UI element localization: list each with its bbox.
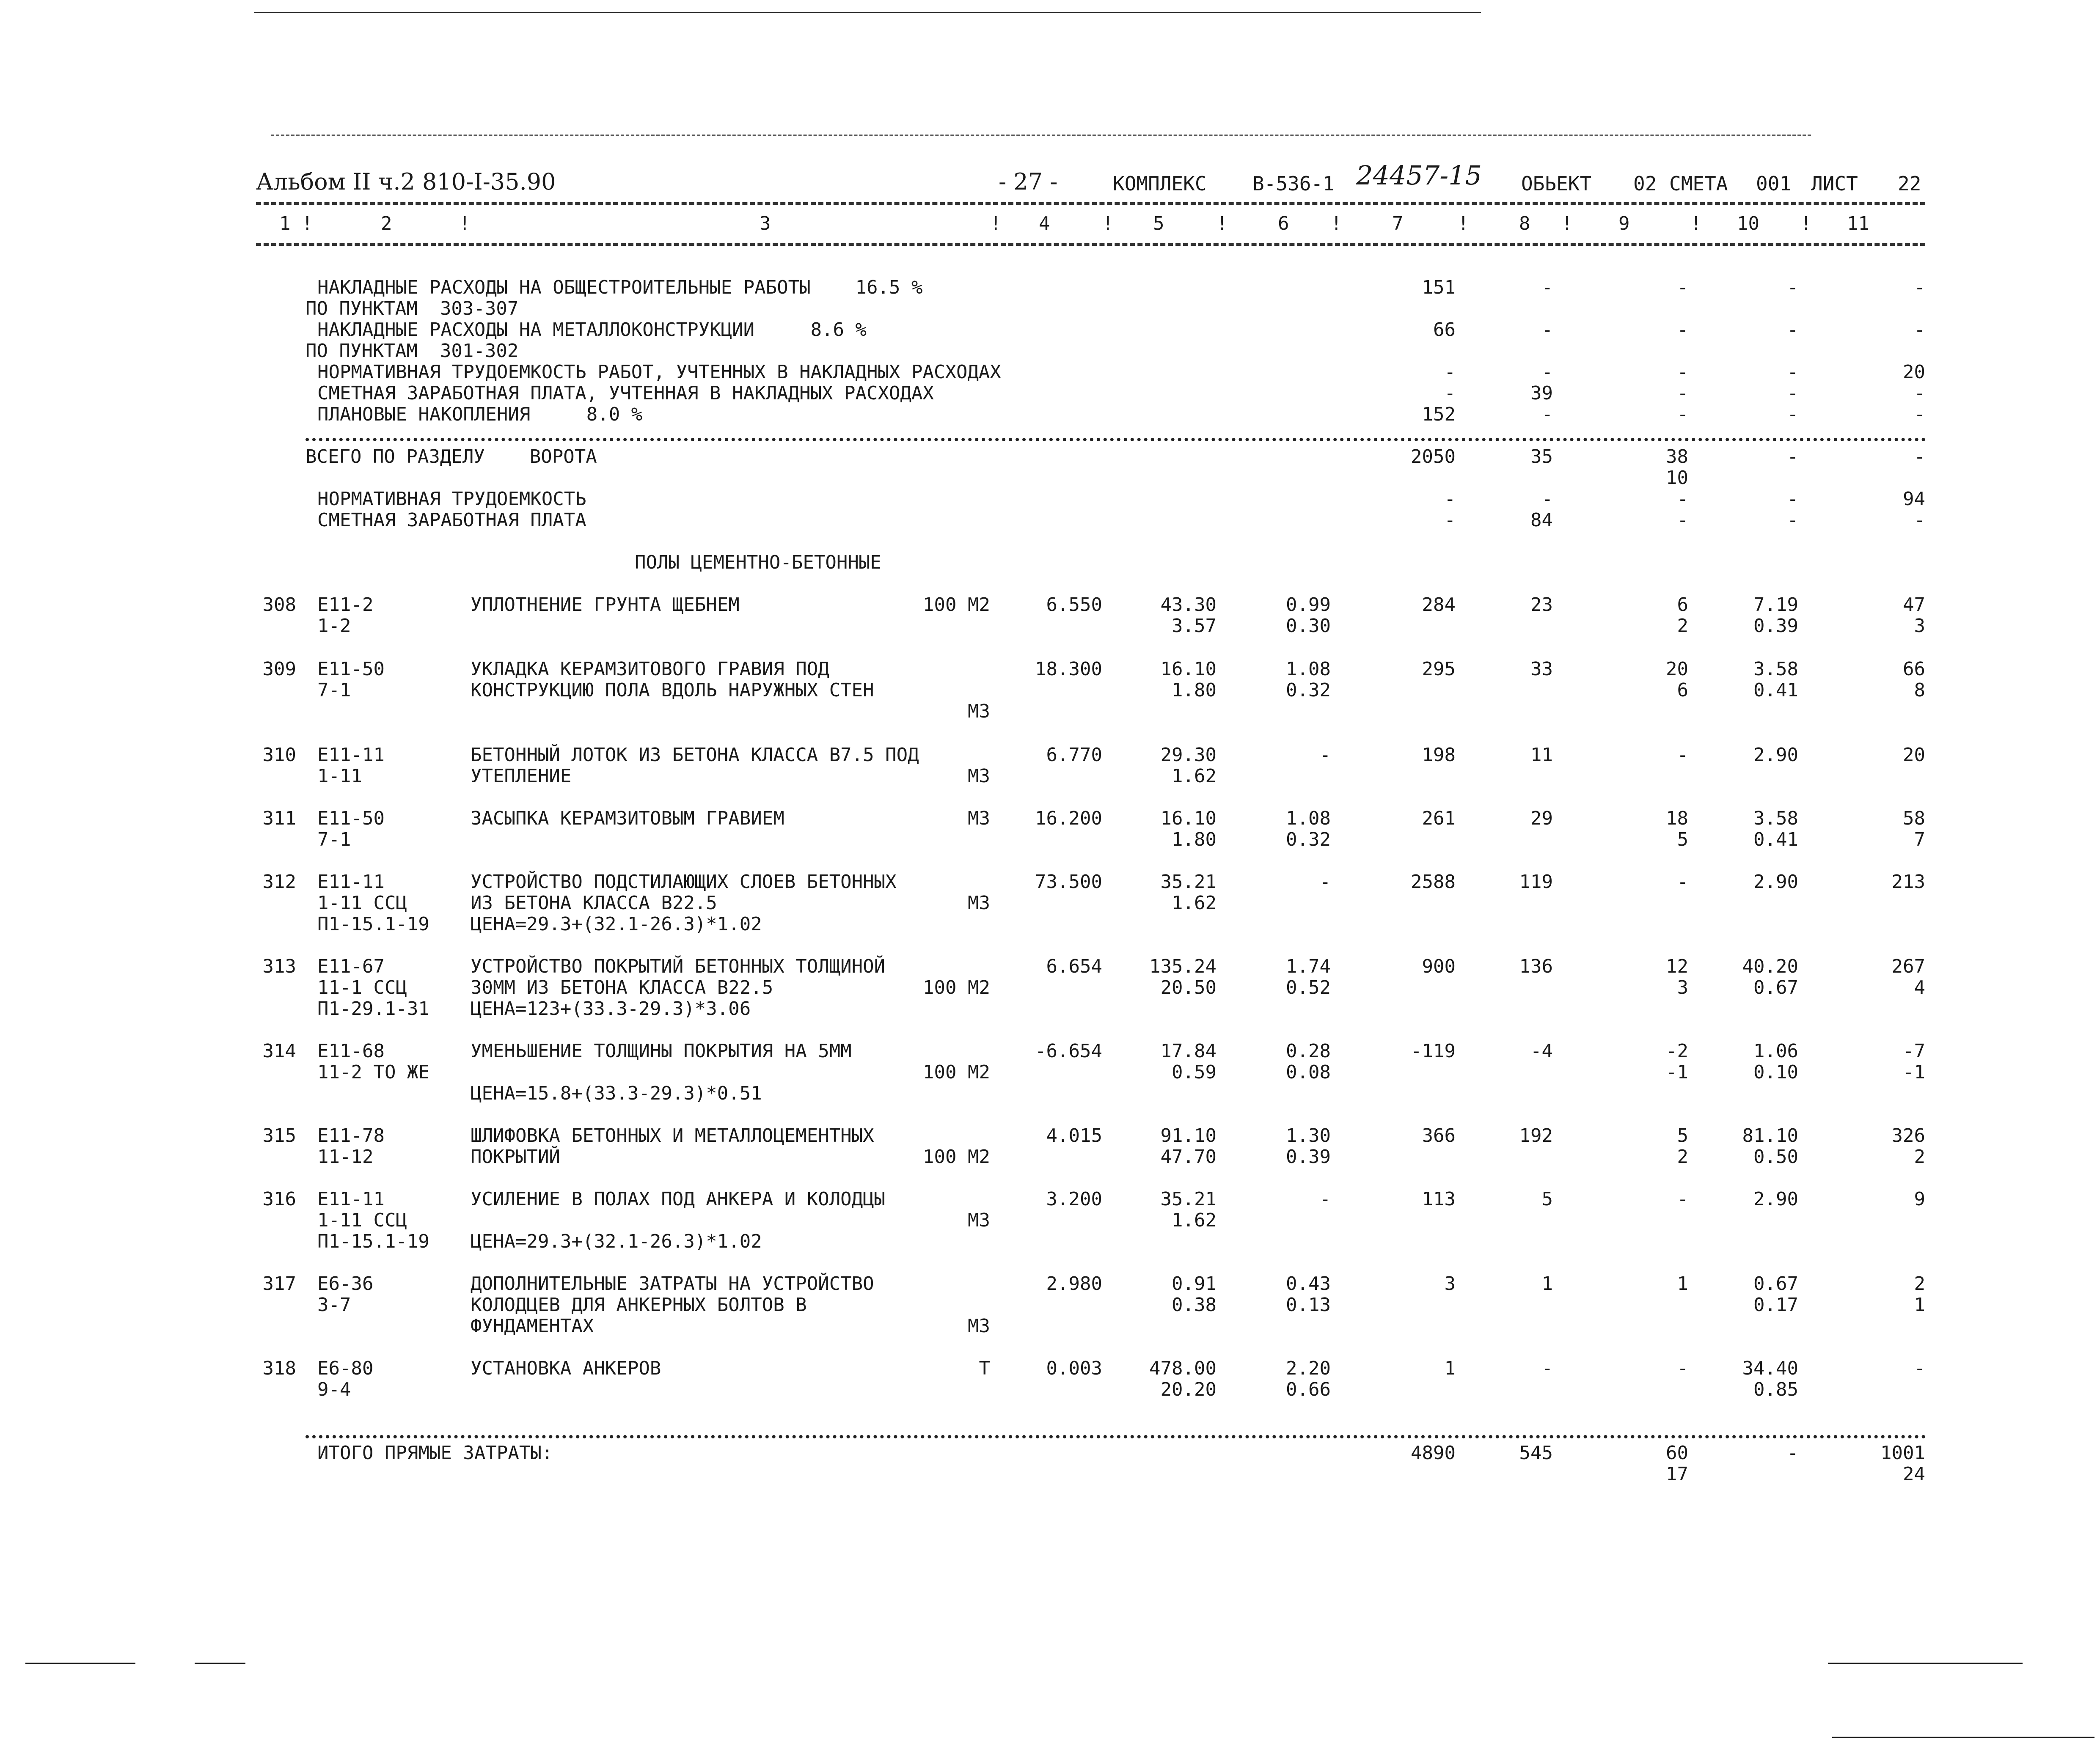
item-description: УСИЛЕНИЕ В ПОЛАХ ПОД АНКЕРА И КОЛОДЦЫ: [471, 1188, 886, 1210]
item-code: 7-1: [317, 679, 351, 701]
cell-c7: -: [1444, 361, 1456, 383]
album-label: Альбом II ч.2 810-I-35.90: [256, 168, 556, 195]
item-unit: 100 М2: [923, 1061, 990, 1083]
item-unit-cost: 35.21: [1160, 1188, 1217, 1210]
cell-c7: 152: [1422, 404, 1456, 425]
item-machine-total: -: [1677, 871, 1688, 893]
item-labor-total: 58: [1903, 808, 1925, 829]
item-unit-cost: 1.80: [1172, 679, 1217, 701]
cell-c9: -: [1677, 277, 1688, 298]
item-description: ЦЕНА=123+(33.3-29.3)*3.06: [471, 998, 751, 1020]
item-machine-total: 6: [1677, 594, 1688, 616]
cell-c7: 66: [1433, 319, 1456, 341]
item-machine-cost: 0.13: [1286, 1294, 1331, 1316]
item-description: ЦЕНА=15.8+(33.3-29.3)*0.51: [471, 1083, 762, 1104]
item-total-cost: 900: [1422, 956, 1456, 977]
cell-c7: 151: [1422, 277, 1456, 298]
item-unit-cost: 47.70: [1160, 1146, 1217, 1168]
item-quantity: 6.770: [1046, 744, 1102, 766]
item-unit-cost: 16.10: [1160, 808, 1217, 829]
overhead-text: НОРМАТИВНАЯ ТРУДОЕМКОСТЬ РАБОТ, УЧТЕННЫХ В НАКЛАДНЫХ РАСХОДАХ: [317, 361, 1001, 383]
item-unit: М3: [968, 892, 990, 914]
item-unit-cost: 1.62: [1172, 892, 1217, 914]
item-machine-total: 3: [1677, 977, 1688, 998]
item-machine-cost: 0.99: [1286, 594, 1331, 616]
item-quantity: 18.300: [1035, 658, 1102, 680]
cell-c9: -: [1677, 382, 1688, 404]
col-num-6: 6: [1278, 213, 1289, 234]
item-total-cost: 295: [1422, 658, 1456, 680]
item-machine-total: 1: [1677, 1273, 1688, 1295]
item-unit-cost: 0.59: [1172, 1061, 1217, 1083]
item-labor-unit: 3.58: [1753, 658, 1798, 680]
cell-c8: -: [1541, 404, 1553, 425]
complex-label: КОМПЛЕКС: [1113, 172, 1207, 195]
item-code: Е11-2: [317, 594, 374, 616]
item-labor-unit: 81.10: [1742, 1125, 1798, 1146]
cell-c9: -: [1677, 488, 1688, 510]
item-unit-cost: 20.20: [1160, 1379, 1217, 1400]
cell-c8: 39: [1530, 382, 1553, 404]
item-description: КОЛОДЦЕВ ДЛЯ АНКЕРНЫХ БОЛТОВ В: [471, 1294, 807, 1316]
item-machine-cost: -: [1319, 1188, 1331, 1210]
item-labor-unit: 34.40: [1742, 1358, 1798, 1379]
item-description: ЦЕНА=29.3+(32.1-26.3)*1.02: [471, 1231, 762, 1252]
item-machine-total: -: [1677, 744, 1688, 766]
item-labor-total: 66: [1903, 658, 1925, 680]
item-machine-total: 6: [1677, 679, 1688, 701]
scan-bottom-rule-corner: [1832, 1737, 2094, 1738]
item-machine-cost: 1.30: [1286, 1125, 1331, 1146]
item-wage: 119: [1519, 871, 1553, 893]
item-wage: 11: [1530, 744, 1553, 766]
cell-c9: -: [1677, 361, 1688, 383]
item-quantity: -6.654: [1035, 1040, 1102, 1062]
item-unit-cost: 478.00: [1149, 1358, 1217, 1379]
item-machine-cost: 0.32: [1286, 679, 1331, 701]
item-machine-total: 5: [1677, 829, 1688, 850]
sheet-value: 22: [1898, 172, 1921, 195]
item-description: БЕТОННЫЙ ЛОТОК ИЗ БЕТОНА КЛАССА В7.5 ПОД: [471, 744, 919, 766]
cell-c8: -: [1541, 277, 1553, 298]
cell-c8: 545: [1519, 1442, 1553, 1464]
item-total-cost: 113: [1422, 1188, 1456, 1210]
item-code: П1-15.1-19: [317, 913, 429, 935]
item-description: ИЗ БЕТОНА КЛАССА В22.5: [471, 892, 717, 914]
col-num-1: 1 !: [279, 213, 313, 234]
item-total-cost: -119: [1411, 1040, 1456, 1062]
item-number: 311: [262, 808, 296, 829]
col-num-10: 10: [1737, 213, 1759, 234]
item-wage: 136: [1519, 956, 1553, 977]
col-num-11: 11: [1847, 213, 1869, 234]
item-description: ФУНДАМЕНТАХ: [471, 1315, 594, 1337]
item-labor-unit: 0.17: [1753, 1294, 1798, 1316]
col-sep: !: [1331, 213, 1342, 234]
cell-c10: -: [1787, 404, 1798, 425]
item-number: 308: [262, 594, 296, 616]
item-labor-unit: 3.58: [1753, 808, 1798, 829]
item-machine-cost: 0.66: [1286, 1379, 1331, 1400]
item-labor-total: 9: [1914, 1188, 1925, 1210]
col-num-8: 8: [1519, 213, 1530, 234]
overhead-text: ПО ПУНКТАМ 301-302: [306, 340, 519, 362]
item-quantity: 4.015: [1046, 1125, 1102, 1146]
item-code: 1-11 ССЦ: [317, 892, 407, 914]
overhead-text: ПЛАНОВЫЕ НАКОПЛЕНИЯ 8.0 %: [317, 404, 643, 425]
item-wage: 5: [1541, 1188, 1553, 1210]
item-wage: 23: [1530, 594, 1553, 616]
item-description: УСТАНОВКА АНКЕРОВ: [471, 1358, 661, 1379]
item-number: 314: [262, 1040, 296, 1062]
item-labor-total: 20: [1903, 744, 1925, 766]
item-description: ЗАСЫПКА КЕРАМЗИТОВЫМ ГРАВИЕМ: [471, 808, 784, 829]
item-description: УТЕПЛЕНИЕ: [471, 765, 572, 787]
item-description: ДОПОЛНИТЕЛЬНЫЕ ЗАТРАТЫ НА УСТРОЙСТВО: [471, 1273, 874, 1295]
col-sep: !: [1561, 213, 1573, 234]
item-unit: М3: [968, 808, 990, 829]
item-quantity: 2.980: [1046, 1273, 1102, 1295]
item-labor-total: -1: [1903, 1061, 1925, 1083]
wage-label: СМЕТНАЯ ЗАРАБОТНАЯ ПЛАТА: [317, 509, 586, 531]
item-machine-total: 2: [1677, 615, 1688, 637]
col-sep: !: [1690, 213, 1702, 234]
item-total-cost: 284: [1422, 594, 1456, 616]
item-description: УПЛОТНЕНИЕ ГРУНТА ЩЕБНЕМ: [471, 594, 740, 616]
cell-c10: -: [1787, 1442, 1798, 1464]
cell-c10: -: [1787, 382, 1798, 404]
item-labor-total: 3: [1914, 615, 1925, 637]
item-labor-unit: 2.90: [1753, 871, 1798, 893]
item-code: 1-2: [317, 615, 351, 637]
cell-c9: 60: [1666, 1442, 1688, 1464]
cell-c11: -: [1914, 446, 1925, 467]
item-code: 7-1: [317, 829, 351, 850]
item-labor-unit: 0.50: [1753, 1146, 1798, 1168]
cell-c8: 35: [1530, 446, 1553, 467]
item-number: 316: [262, 1188, 296, 1210]
cell-c8: 84: [1530, 509, 1553, 531]
item-description: КОНСТРУКЦИЮ ПОЛА ВДОЛЬ НАРУЖНЫХ СТЕН: [471, 679, 874, 701]
item-code: Е11-11: [317, 1188, 385, 1210]
item-total-cost: 198: [1422, 744, 1456, 766]
item-description: ПОКРЫТИЙ: [471, 1146, 560, 1168]
item-code: Е11-50: [317, 808, 385, 829]
item-quantity: 0.003: [1046, 1358, 1102, 1379]
item-machine-total: 20: [1666, 658, 1688, 680]
item-labor-total: 2: [1914, 1273, 1925, 1295]
item-quantity: 6.654: [1046, 956, 1102, 977]
item-total-cost: 3: [1444, 1273, 1456, 1295]
item-machine-cost: 0.43: [1286, 1273, 1331, 1295]
item-wage: 29: [1530, 808, 1553, 829]
item-labor-total: 1: [1914, 1294, 1925, 1316]
header-rule: [256, 202, 1925, 205]
item-unit: 100 М2: [923, 594, 990, 616]
item-machine-cost: -: [1319, 871, 1331, 893]
scan-dash-top: [271, 135, 1811, 136]
grand-total-label: ИТОГО ПРЯМЫЕ ЗАТРАТЫ:: [317, 1442, 553, 1464]
item-description: ЦЕНА=29.3+(32.1-26.3)*1.02: [471, 913, 762, 935]
item-unit: Т: [979, 1358, 990, 1379]
item-unit: 100 М2: [923, 977, 990, 998]
item-labor-unit: 0.10: [1753, 1061, 1798, 1083]
item-unit-cost: 3.57: [1172, 615, 1217, 637]
cell-c11: -: [1914, 509, 1925, 531]
item-quantity: 73.500: [1035, 871, 1102, 893]
item-labor-unit: 40.20: [1742, 956, 1798, 977]
cell-c11: -: [1914, 277, 1925, 298]
item-labor-total: -: [1914, 1358, 1925, 1379]
smeta-label: СМЕТА: [1669, 172, 1728, 195]
item-total-cost: 2588: [1411, 871, 1456, 893]
item-number: 318: [262, 1358, 296, 1379]
item-code: П1-29.1-31: [317, 998, 429, 1020]
item-machine-cost: 0.52: [1286, 977, 1331, 998]
col-num-7: 7: [1392, 213, 1404, 234]
overhead-text: ПО ПУНКТАМ 303-307: [306, 298, 519, 319]
labor-label: НОРМАТИВНАЯ ТРУДОЕМКОСТЬ: [317, 488, 586, 510]
item-labor-unit: 0.67: [1753, 1273, 1798, 1295]
item-machine-total: 18: [1666, 808, 1688, 829]
cell-c9: -: [1677, 404, 1688, 425]
cell-c8: -: [1541, 319, 1553, 341]
col-sep: !: [459, 213, 471, 234]
cell-c10: -: [1787, 446, 1798, 467]
item-description: УМЕНЬШЕНИЕ ТОЛЩИНЫ ПОКРЫТИЯ НА 5ММ: [471, 1040, 852, 1062]
col-num-9: 9: [1618, 213, 1630, 234]
item-unit-cost: 17.84: [1160, 1040, 1217, 1062]
col-sep: !: [1102, 213, 1114, 234]
grand-total-rule: [306, 1435, 1926, 1438]
col-sep: !: [1217, 213, 1228, 234]
cell-c10: -: [1787, 361, 1798, 383]
item-wage: 192: [1519, 1125, 1553, 1146]
item-machine-cost: -: [1319, 744, 1331, 766]
item-number: 312: [262, 871, 296, 893]
scan-bottom-rule-mid: [195, 1663, 245, 1664]
item-code: Е11-67: [317, 956, 385, 977]
section-total-label: ВСЕГО ПО РАЗДЕЛУ ВОРОТА: [306, 446, 597, 467]
item-wage: -4: [1530, 1040, 1553, 1062]
item-unit-cost: 1.62: [1172, 765, 1217, 787]
item-number: 315: [262, 1125, 296, 1146]
item-unit-cost: 135.24: [1149, 956, 1217, 977]
item-number: 309: [262, 658, 296, 680]
item-quantity: 6.550: [1046, 594, 1102, 616]
item-labor-total: 47: [1903, 594, 1925, 616]
item-labor-unit: 0.85: [1753, 1379, 1798, 1400]
scan-top-rule: [254, 12, 1481, 13]
item-wage: 1: [1541, 1273, 1553, 1295]
item-total-cost: 1: [1444, 1358, 1456, 1379]
cell-c10: -: [1787, 277, 1798, 298]
overhead-text: СМЕТНАЯ ЗАРАБОТНАЯ ПЛАТА, УЧТЕННАЯ В НАКЛАДНЫХ РАСХОДАХ: [317, 382, 934, 404]
cell-c11: 94: [1903, 488, 1925, 510]
item-code: 1-11: [317, 765, 362, 787]
item-code: П1-15.1-19: [317, 1231, 429, 1252]
item-labor-total: 213: [1891, 871, 1925, 893]
item-labor-unit: 2.90: [1753, 1188, 1798, 1210]
item-unit-cost: 1.62: [1172, 1210, 1217, 1231]
item-code: Е11-11: [317, 744, 385, 766]
item-labor-total: 7: [1914, 829, 1925, 850]
overhead-text: НАКЛАДНЫЕ РАСХОДЫ НА ОБЩЕСТРОИТЕЛЬНЫЕ РАБОТЫ 16.5 %: [317, 277, 923, 298]
item-unit-cost: 1.80: [1172, 829, 1217, 850]
item-code: Е11-68: [317, 1040, 385, 1062]
sheet-label: ЛИСТ: [1811, 172, 1858, 195]
col-num-5: 5: [1153, 213, 1164, 234]
item-machine-cost: 0.08: [1286, 1061, 1331, 1083]
item-wage: -: [1541, 1358, 1553, 1379]
item-unit: 100 М2: [923, 1146, 990, 1168]
item-unit: М3: [968, 701, 990, 722]
col-sep: !: [1800, 213, 1812, 234]
cell-c11: 1001: [1880, 1442, 1925, 1464]
item-labor-unit: 0.39: [1753, 615, 1798, 637]
cell-c7: -: [1444, 509, 1456, 531]
cell-c9: -: [1677, 319, 1688, 341]
item-machine-cost: 1.08: [1286, 808, 1331, 829]
item-unit: М3: [968, 765, 990, 787]
handwritten-number: 24457-15: [1356, 160, 1482, 191]
item-code: 11-2 ТО ЖЕ: [317, 1061, 429, 1083]
item-unit: М3: [968, 1315, 990, 1337]
item-code: 1-11 ССЦ: [317, 1210, 407, 1231]
item-labor-unit: 0.41: [1753, 679, 1798, 701]
cell-c8: -: [1541, 361, 1553, 383]
item-description: УКЛАДКА КЕРАМЗИТОВОГО ГРАВИЯ ПОД: [471, 658, 829, 680]
item-unit-cost: 0.38: [1172, 1294, 1217, 1316]
item-machine-cost: 0.30: [1286, 615, 1331, 637]
item-machine-total: -2: [1666, 1040, 1688, 1062]
section-total-rule: [306, 438, 1926, 441]
item-quantity: 16.200: [1035, 808, 1102, 829]
cell-c11: -: [1914, 404, 1925, 425]
object-label: ОБЬЕКТ: [1521, 172, 1592, 195]
item-total-cost: 366: [1422, 1125, 1456, 1146]
overhead-text: НАКЛАДНЫЕ РАСХОДЫ НА МЕТАЛЛОКОНСТРУКЦИИ 8.6 %: [317, 319, 867, 341]
item-labor-unit: 2.90: [1753, 744, 1798, 766]
item-unit-cost: 43.30: [1160, 594, 1217, 616]
item-machine-total: -1: [1666, 1061, 1688, 1083]
item-unit-cost: 16.10: [1160, 658, 1217, 680]
item-number: 310: [262, 744, 296, 766]
cell-c7: 4890: [1411, 1442, 1456, 1464]
item-machine-cost: 1.08: [1286, 658, 1331, 680]
col-sep: !: [990, 213, 1002, 234]
cell-c10: -: [1787, 319, 1798, 341]
cell-c11: 20: [1903, 361, 1925, 383]
item-machine-cost: 2.20: [1286, 1358, 1331, 1379]
item-machine-cost: 1.74: [1286, 956, 1331, 977]
page-number: - 27 -: [999, 168, 1058, 195]
item-machine-cost: 0.39: [1286, 1146, 1331, 1168]
item-number: 313: [262, 956, 296, 977]
cell-c8: -: [1541, 488, 1553, 510]
item-wage: 33: [1530, 658, 1553, 680]
item-code: Е11-50: [317, 658, 385, 680]
smeta-value: 001: [1756, 172, 1792, 195]
item-description: 30ММ ИЗ БЕТОНА КЛАССА В22.5: [471, 977, 773, 998]
item-unit-cost: 91.10: [1160, 1125, 1217, 1146]
col-num-3: 3: [760, 213, 771, 234]
item-code: 11-12: [317, 1146, 374, 1168]
item-code: Е11-11: [317, 871, 385, 893]
cell-c10: -: [1787, 488, 1798, 510]
item-code: 9-4: [317, 1379, 351, 1400]
item-unit-cost: 35.21: [1160, 871, 1217, 893]
item-machine-total: 12: [1666, 956, 1688, 977]
cell-c7: 2050: [1411, 446, 1456, 467]
item-unit: М3: [968, 1210, 990, 1231]
scan-bottom-rule-right: [1828, 1663, 2023, 1664]
item-machine-total: 5: [1677, 1125, 1688, 1146]
item-labor-unit: 1.06: [1753, 1040, 1798, 1062]
item-labor-total: 326: [1891, 1125, 1925, 1146]
complex-code: В-536-1: [1252, 172, 1335, 195]
cell-c9: 38: [1666, 446, 1688, 467]
columns-rule: [256, 243, 1925, 246]
cell-c11: -: [1914, 319, 1925, 341]
cell-c7: -: [1444, 382, 1456, 404]
item-code: 3-7: [317, 1294, 351, 1316]
cell-c11: 24: [1903, 1463, 1925, 1485]
item-code: Е6-80: [317, 1358, 374, 1379]
col-num-2: 2: [381, 213, 392, 234]
item-labor-total: 4: [1914, 977, 1925, 998]
item-unit-cost: 0.91: [1172, 1273, 1217, 1295]
cell-c11: -: [1914, 382, 1925, 404]
col-num-4: 4: [1039, 213, 1050, 234]
cell-c7: -: [1444, 488, 1456, 510]
item-labor-unit: 0.41: [1753, 829, 1798, 850]
cell-c9: -: [1677, 509, 1688, 531]
cell-c10: -: [1787, 509, 1798, 531]
item-quantity: 3.200: [1046, 1188, 1102, 1210]
col-sep: !: [1458, 213, 1469, 234]
item-labor-unit: 7.19: [1753, 594, 1798, 616]
scan-bottom-rule-left: [25, 1663, 135, 1664]
item-machine-total: 2: [1677, 1146, 1688, 1168]
item-unit-cost: 29.30: [1160, 744, 1217, 766]
item-labor-total: 267: [1891, 956, 1925, 977]
item-labor-total: 8: [1914, 679, 1925, 701]
cell-c9: 17: [1666, 1463, 1688, 1485]
item-description: УСТРОЙСТВО ПОДСТИЛАЮЩИХ СЛОЕВ БЕТОННЫХ: [471, 871, 897, 893]
item-labor-unit: 0.67: [1753, 977, 1798, 998]
cell-c9: 10: [1666, 467, 1688, 489]
item-description: ШЛИФОВКА БЕТОННЫХ И МЕТАЛЛОЦЕМЕНТНЫХ: [471, 1125, 874, 1146]
item-labor-total: -7: [1903, 1040, 1925, 1062]
item-code: Е11-78: [317, 1125, 385, 1146]
item-machine-cost: 0.28: [1286, 1040, 1331, 1062]
item-machine-cost: 0.32: [1286, 829, 1331, 850]
item-code: Е6-36: [317, 1273, 374, 1295]
section-title: ПОЛЫ ЦЕМЕНТНО-БЕТОННЫЕ: [635, 552, 881, 573]
object-value: 02: [1633, 172, 1657, 195]
item-total-cost: 261: [1422, 808, 1456, 829]
item-machine-total: -: [1677, 1358, 1688, 1379]
item-code: 11-1 ССЦ: [317, 977, 407, 998]
item-number: 317: [262, 1273, 296, 1295]
item-description: УСТРОЙСТВО ПОКРЫТИЙ БЕТОННЫХ ТОЛЩИНОЙ: [471, 956, 886, 977]
item-unit-cost: 20.50: [1160, 977, 1217, 998]
item-machine-total: -: [1677, 1188, 1688, 1210]
item-labor-total: 2: [1914, 1146, 1925, 1168]
